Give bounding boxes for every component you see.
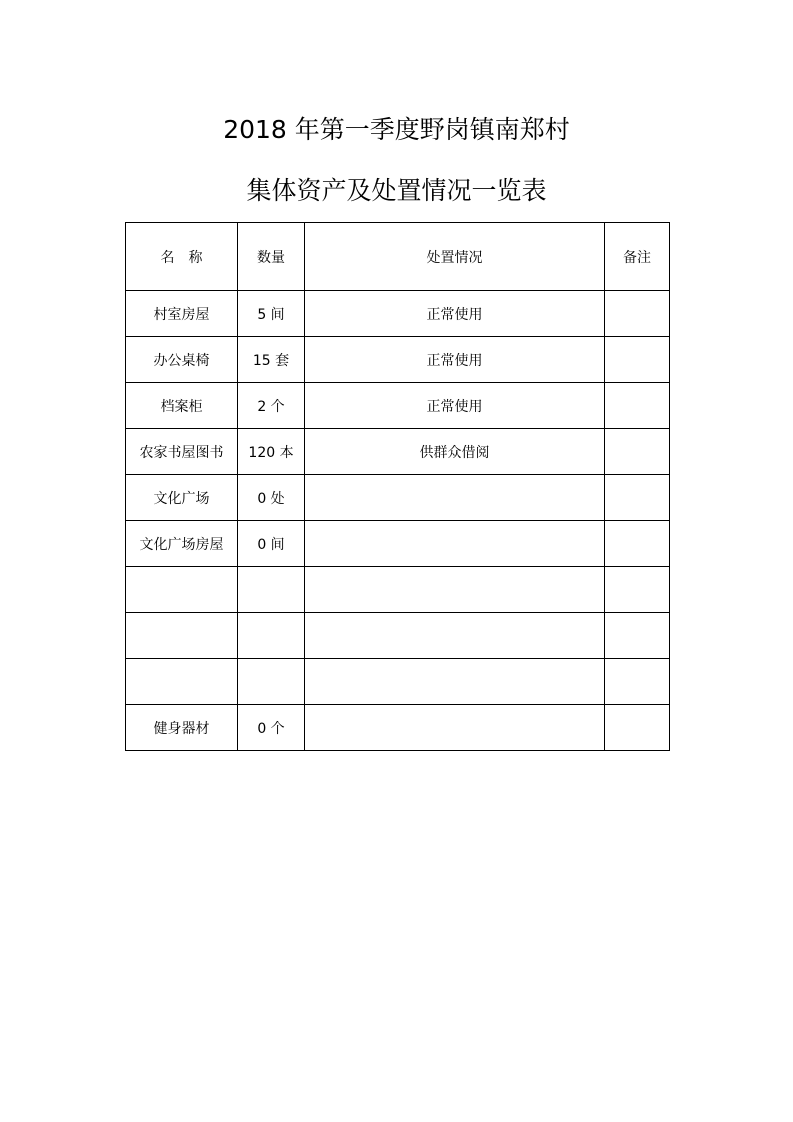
cell-remarks [605, 383, 670, 429]
cell-remarks [605, 337, 670, 383]
cell-disposal [305, 567, 605, 613]
table-row [126, 567, 670, 613]
cell-disposal: 供群众借阅 [305, 429, 605, 475]
table-row [126, 659, 670, 705]
cell-quantity: 5 间 [238, 291, 305, 337]
asset-table [125, 222, 670, 751]
cell-disposal: 正常使用 [305, 337, 605, 383]
cell-quantity: 2 个 [238, 383, 305, 429]
cell-remarks [605, 613, 670, 659]
cell-quantity: 0 个 [238, 705, 305, 751]
cell-quantity: 120 本 [238, 429, 305, 475]
cell-quantity [238, 613, 305, 659]
cell-remarks [605, 659, 670, 705]
cell-disposal: 正常使用 [305, 291, 605, 337]
cell-disposal [305, 705, 605, 751]
cell-remarks [605, 521, 670, 567]
cell-remarks [605, 705, 670, 751]
cell-disposal: 正常使用 [305, 383, 605, 429]
table-row [126, 475, 670, 521]
header-remarks: 备注 [605, 223, 670, 291]
cell-name: 农家书屋图书 [126, 429, 238, 475]
table-row [126, 337, 670, 383]
table-row [126, 613, 670, 659]
table-row [126, 705, 670, 751]
document-title-line-2: 集体资产及处置情况一览表 [246, 176, 547, 205]
cell-name: 健身器材 [126, 705, 238, 751]
cell-quantity: 0 处 [238, 475, 305, 521]
header-name: 名 称 [126, 223, 238, 291]
cell-remarks [605, 429, 670, 475]
cell-disposal [305, 613, 605, 659]
table-row [126, 291, 670, 337]
cell-name: 村室房屋 [126, 291, 238, 337]
table-header-row [126, 223, 670, 291]
cell-disposal [305, 475, 605, 521]
cell-name [126, 613, 238, 659]
cell-quantity: 15 套 [238, 337, 305, 383]
cell-remarks [605, 567, 670, 613]
document-title-line-1: 2018 年第一季度野岗镇南郑村 [223, 115, 570, 144]
cell-disposal [305, 521, 605, 567]
cell-name: 办公桌椅 [126, 337, 238, 383]
cell-name [126, 567, 238, 613]
cell-name: 文化广场 [126, 475, 238, 521]
cell-quantity: 0 间 [238, 521, 305, 567]
cell-quantity [238, 659, 305, 705]
table-row [126, 383, 670, 429]
table-row [126, 521, 670, 567]
header-disposal: 处置情况 [305, 223, 605, 291]
header-quantity: 数量 [238, 223, 305, 291]
cell-name: 档案柜 [126, 383, 238, 429]
cell-quantity [238, 567, 305, 613]
cell-name: 文化广场房屋 [126, 521, 238, 567]
table-row [126, 429, 670, 475]
cell-disposal [305, 659, 605, 705]
cell-name [126, 659, 238, 705]
cell-remarks [605, 291, 670, 337]
cell-remarks [605, 475, 670, 521]
